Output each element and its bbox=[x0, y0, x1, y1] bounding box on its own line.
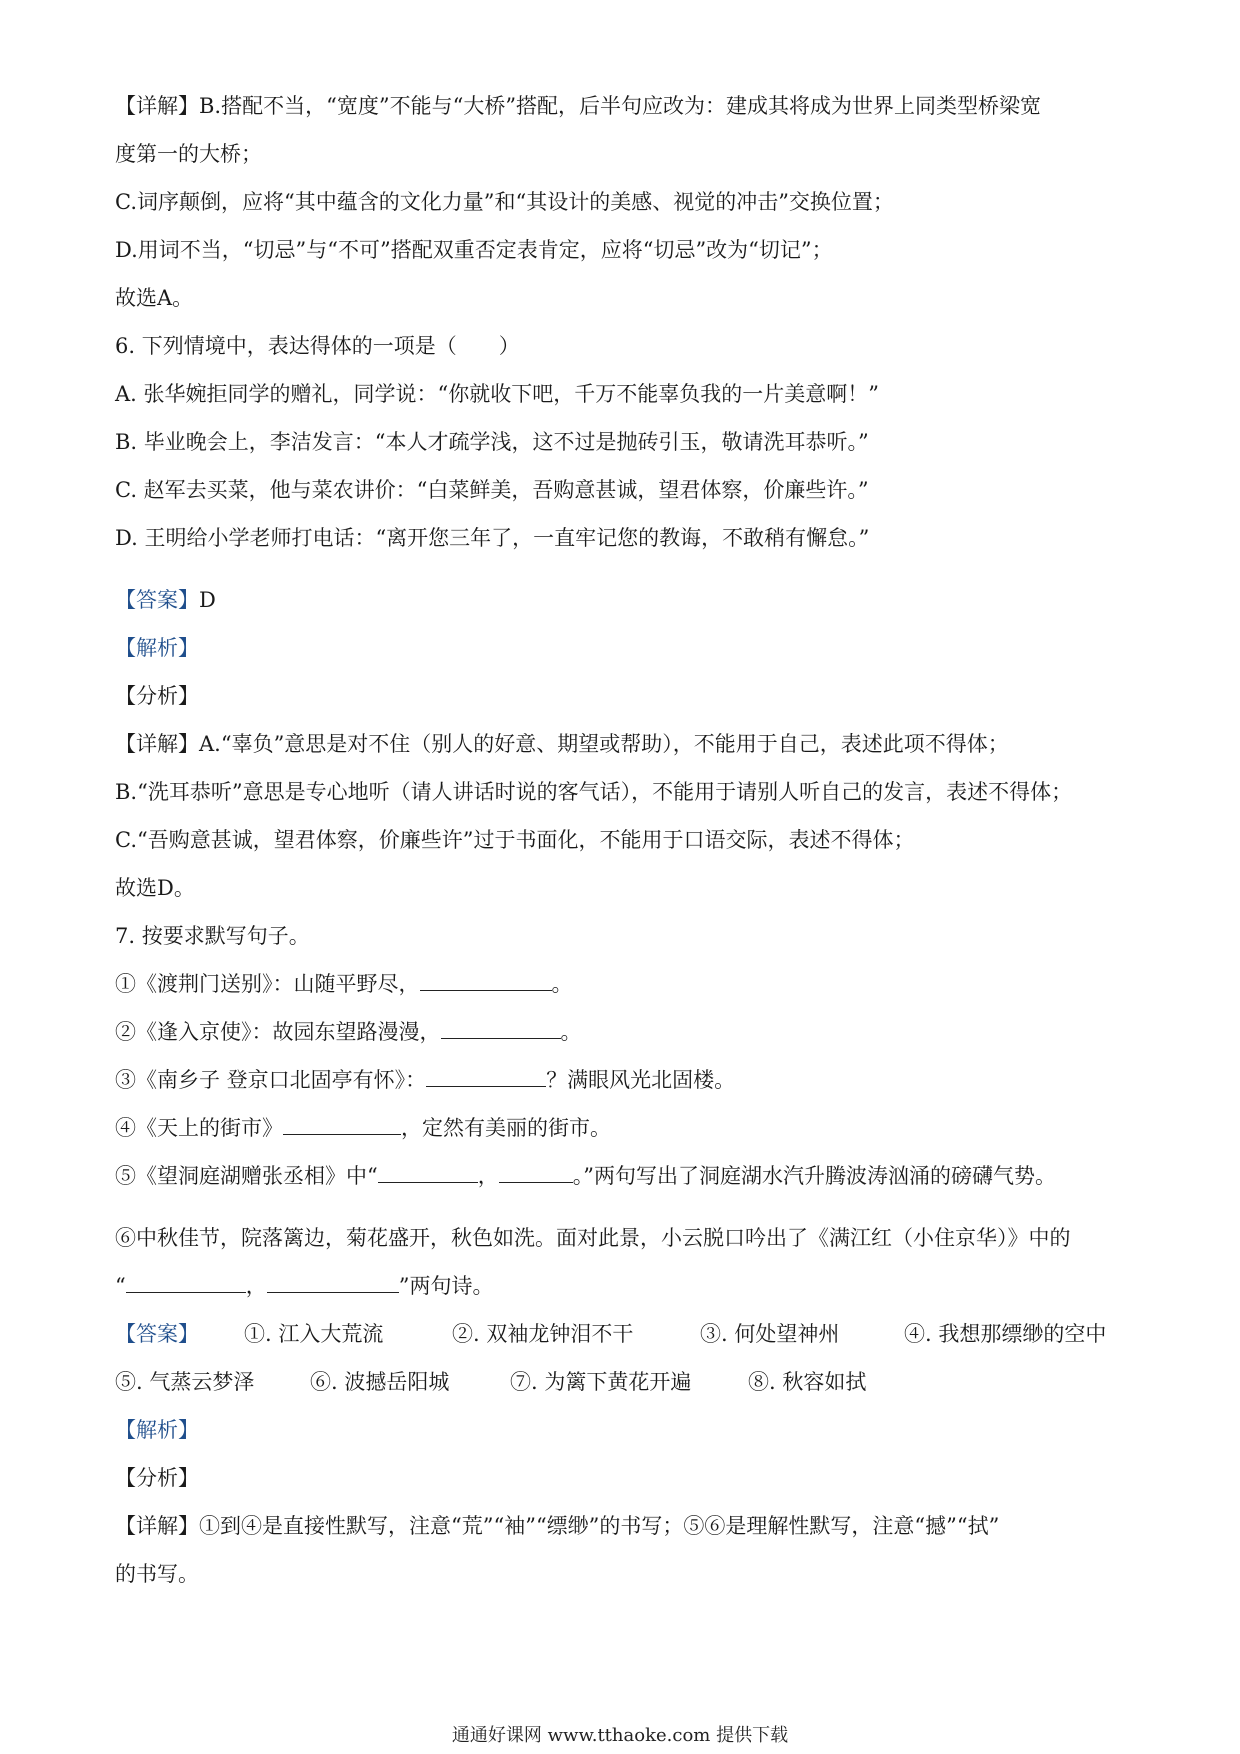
q7-detail-line1 bbox=[115, 1512, 999, 1540]
q6-detail-c: C.“吾购意甚诚，望君体察，价廉些许”过于书面化，不能用于口语交际，表述不得体； bbox=[115, 828, 915, 852]
q7-item-3-text: ③《南乡子 登京口北固亭有怀》： bbox=[115, 1068, 427, 1092]
q7-item-1 bbox=[115, 970, 573, 998]
q6-detail-a bbox=[115, 730, 1009, 758]
q7-fenxi-tag: 【分析】 bbox=[115, 1466, 199, 1490]
page-footer: 通通好课网 www.tthaoke.com 提供下载 bbox=[451, 1725, 789, 1746]
q7-item-6-comma: ， bbox=[245, 1274, 267, 1298]
q6-option-d: D. 王明给小学老师打电话：“离开您三年了，一直牢记您的教诲，不敢稍有懈怠。” bbox=[115, 526, 870, 550]
q6-detail-b: B.“洗耳恭听”意思是专心地听（请人讲话时说的客气话），不能用于请别人听自己的发言，表述不得体； bbox=[115, 780, 1073, 804]
fill-blank bbox=[499, 1162, 573, 1183]
q7-item-2-text: ②《逢入京使》：故园东望路漫漫， bbox=[115, 1020, 441, 1044]
fill-blank bbox=[378, 1162, 478, 1183]
q7-item-1-text: ①《渡荆门送别》：山随平野尽， bbox=[115, 972, 420, 996]
q6-option-c: C. 赵军去买菜，他与菜农讲价：“白菜鲜美，吾购意甚诚，望君体察，价廉些许。” bbox=[115, 478, 869, 502]
q5-detail-b-continued: 度第一的大桥； bbox=[115, 142, 262, 166]
q7-item-5-text: ⑤《望洞庭湖赠张丞相》中“ bbox=[115, 1164, 378, 1188]
q6-conclusion: 故选D。 bbox=[115, 876, 195, 900]
q7-item-3-end: ？满眼风光北固楼。 bbox=[546, 1068, 736, 1092]
q7-item-5-end: 。”两句写出了洞庭湖水汽升腾波涛汹涌的磅礴气势。 bbox=[572, 1164, 1056, 1188]
q7-answer-3: ③. 何处望神州 bbox=[700, 1322, 840, 1346]
q7-answer-8: ⑧. 秋容如拭 bbox=[748, 1370, 867, 1394]
q7-detail-line2: 的书写。 bbox=[115, 1562, 199, 1586]
q6-answer-value: D bbox=[199, 588, 216, 612]
q7-answer-7: ⑦. 为篱下黄花开遍 bbox=[510, 1370, 692, 1394]
q7-answer-5: ⑤. 气蒸云梦泽 bbox=[115, 1370, 255, 1394]
q7-detail-text: ①到④是直接性默写，注意“荒”“袖”“缥缈”的书写；⑤⑥是理解性默写，注意“撼”“拭” bbox=[199, 1514, 1000, 1538]
fill-blank bbox=[426, 1066, 546, 1087]
q5-detail-c: C.词序颠倒，应将“其中蕴含的文化力量”和“其设计的美感、视觉的冲击”交换位置； bbox=[115, 190, 894, 214]
q5-conclusion: 故选A。 bbox=[115, 286, 194, 310]
q7-question: 7. 按要求默写句子。 bbox=[115, 924, 310, 948]
q7-item-2-end: 。 bbox=[560, 1020, 582, 1044]
q6-fenxi-tag: 【分析】 bbox=[115, 684, 199, 708]
q6-option-a: A. 张华婉拒同学的赠礼，同学说：“你就收下吧，千万不能辜负我的一片美意啊！” bbox=[115, 382, 879, 406]
q5-detail-d: D.用词不当，“切忌”与“不可”搭配双重否定表肯定，应将“切忌”改为“切记”； bbox=[115, 238, 833, 262]
q6-detail-a-text: A.“辜负”意思是对不住（别人的好意、期望或帮助），不能用于自己，表述此项不得体； bbox=[199, 732, 1009, 756]
q7-answer-4: ④. 我想那缥缈的空中 bbox=[904, 1322, 1107, 1346]
detail-tag: 【详解】 bbox=[115, 732, 199, 756]
q7-item-4-text: ④《天上的街市》 bbox=[115, 1116, 283, 1140]
fill-blank bbox=[267, 1272, 399, 1293]
detail-tag: 【详解】 bbox=[115, 94, 199, 118]
q6-option-b: B. 毕业晚会上，李洁发言：“本人才疏学浅，这不过是抛砖引玉，敬请洗耳恭听。” bbox=[115, 430, 869, 454]
q7-analysis-tag: 【解析】 bbox=[115, 1418, 199, 1442]
q7-item-6-line1: ⑥中秋佳节，院落篱边，菊花盛开，秋色如洗。面对此景，小云脱口吟出了《满江红（小住京华）》中的 bbox=[115, 1226, 1071, 1250]
q5-detail-b-line bbox=[115, 92, 1041, 120]
q6-analysis-tag: 【解析】 bbox=[115, 636, 199, 660]
q7-item-6-line2 bbox=[115, 1272, 494, 1300]
fill-blank bbox=[420, 970, 552, 991]
q7-answer-1: ①. 江入大荒流 bbox=[244, 1322, 384, 1346]
detail-tag: 【详解】 bbox=[115, 1514, 199, 1538]
q7-item-6-open: “ bbox=[115, 1274, 126, 1298]
q6-answer bbox=[115, 586, 216, 614]
q7-answer-tag: 【答案】 bbox=[115, 1322, 199, 1346]
q7-item-6-end: ”两句诗。 bbox=[398, 1274, 494, 1298]
q7-item-2 bbox=[115, 1018, 582, 1046]
q7-item-4-end: ，定然有美丽的街市。 bbox=[401, 1116, 611, 1140]
q5-detail-b-text: B.搭配不当，“宽度”不能与“大桥”搭配，后半句应改为：建成其将成为世界上同类型桥梁宽 bbox=[199, 94, 1042, 118]
q7-answer-6: ⑥. 波撼岳阳城 bbox=[310, 1370, 450, 1394]
q7-item-1-end: 。 bbox=[551, 972, 573, 996]
fill-blank bbox=[283, 1114, 401, 1135]
answer-tag: 【答案】 bbox=[115, 588, 199, 612]
q7-answer-2: ②. 双袖龙钟泪不干 bbox=[452, 1322, 634, 1346]
q7-item-5-comma: ， bbox=[477, 1164, 499, 1188]
q7-item-3 bbox=[115, 1066, 735, 1094]
q7-item-4 bbox=[115, 1114, 611, 1142]
q6-question: 6. 下列情境中，表达得体的一项是（ ） bbox=[115, 334, 520, 358]
fill-blank bbox=[126, 1272, 246, 1293]
fill-blank bbox=[441, 1018, 561, 1039]
q7-item-5 bbox=[115, 1162, 1056, 1190]
